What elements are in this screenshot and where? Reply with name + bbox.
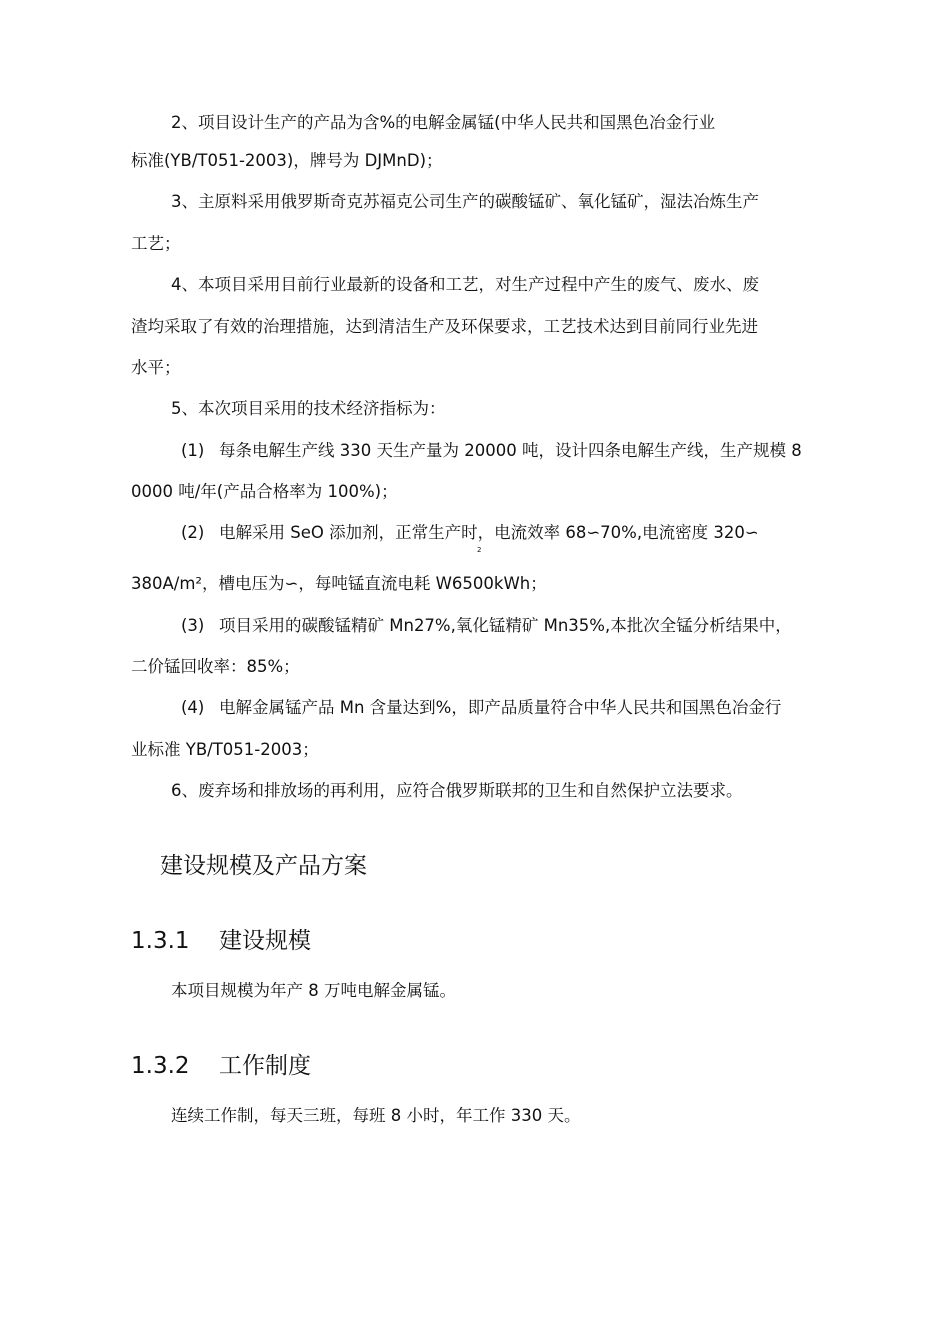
list-item-3-line-1	[181, 616, 792, 636]
subsection-1-body: 本项目规模为年产 8 万吨电解金属锰。	[171, 981, 456, 1000]
list-item-4-line-2: 业标准 YB/T051-2003；	[131, 740, 319, 759]
list-item-number: (2)	[181, 523, 205, 542]
list-item-number: (1)	[181, 441, 205, 460]
paragraph-2-line-1: 2、项目设计生产的产品为含%的电解金属锰(中华人民共和国黑色冶金行业	[171, 113, 716, 132]
section-heading: 建设规模及产品方案	[160, 853, 367, 879]
list-item-text: 电解采用 SeO 添加剂，正常生产时，电流效率 68∽70%,电流密度 320∽	[219, 523, 759, 542]
list-item-2-line-2: 380A/m²，槽电压为∽，每吨锰直流电耗 W6500kWh；	[131, 574, 547, 593]
subsection-heading-1-3-2	[131, 1052, 311, 1080]
paragraph-5: 5、本次项目采用的技术经济指标为：	[171, 399, 446, 418]
superscript-marker: 2	[477, 546, 482, 554]
list-item-3-line-2: 二价锰回收率：85%；	[131, 657, 300, 676]
paragraph-6: 6、废弃场和排放场的再利用，应符合俄罗斯联邦的卫生和自然保护立法要求。	[171, 781, 743, 800]
list-item-text: 电解金属锰产品 Mn 含量达到%，即产品质量符合中华人民共和国黑色冶金行	[219, 698, 782, 717]
subsection-title: 工作制度	[219, 1053, 311, 1079]
list-item-4-line-1	[181, 698, 781, 718]
subsection-number: 1.3.2	[131, 1053, 190, 1079]
list-item-number: (3)	[181, 616, 205, 635]
paragraph-2-line-2: 标准(YB/T051-2003)，牌号为 DJMnD)；	[131, 151, 443, 170]
list-item-1-line-2: 0000 吨/年(产品合格率为 100%)；	[131, 482, 398, 501]
paragraph-3-line-1: 3、主原料采用俄罗斯奇克苏福克公司生产的碳酸锰矿、氧化锰矿，湿法冶炼生产	[171, 192, 759, 211]
paragraph-4-line-3: 水平；	[131, 358, 181, 377]
list-item-text: 每条电解生产线 330 天生产量为 20000 吨，设计四条电解生产线，生产规模 8	[219, 441, 802, 460]
subsection-title: 建设规模	[219, 928, 311, 954]
subsection-2-body: 连续工作制，每天三班，每班 8 小时，年工作 330 天。	[171, 1106, 581, 1125]
list-item-number: (4)	[181, 698, 205, 717]
list-item-text: 项目采用的碳酸锰精矿 Mn27%,氧化锰精矿 Mn35%,本批次全锰分析结果中，	[219, 616, 792, 635]
subsection-number: 1.3.1	[131, 928, 190, 954]
list-item-2-line-1	[181, 523, 759, 543]
subsection-heading-1-3-1	[131, 927, 311, 955]
paragraph-3-line-2: 工艺；	[131, 234, 181, 253]
paragraph-4-line-2: 渣均采取了有效的治理措施，达到清洁生产及环保要求，工艺技术达到目前同行业先进	[131, 317, 758, 336]
paragraph-4-line-1: 4、本项目采用目前行业最新的设备和工艺，对生产过程中产生的废气、废水、废	[171, 275, 759, 294]
list-item-1-line-1	[181, 441, 802, 461]
